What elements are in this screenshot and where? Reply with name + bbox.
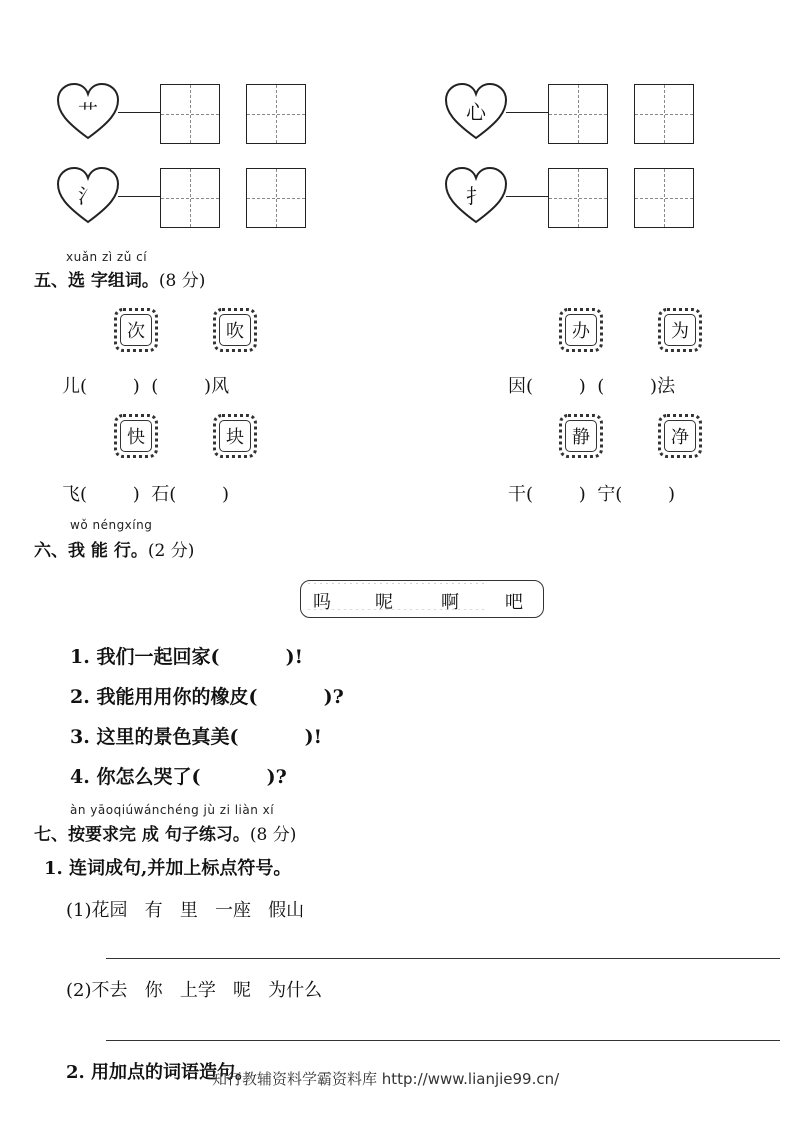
heart-row-3 <box>56 166 356 236</box>
question-item[interactable]: 3. 这里的景色真美( )! <box>70 726 322 748</box>
char-box <box>114 414 158 458</box>
char-box-text: 块 <box>219 420 251 452</box>
tianzi-grid[interactable] <box>634 168 694 228</box>
char-box <box>658 414 702 458</box>
heart-shape <box>444 82 508 142</box>
heart-row-1 <box>56 82 356 152</box>
answer-line[interactable] <box>106 958 780 959</box>
fill-blank-line[interactable]: 因( ) ( )法 <box>508 376 676 397</box>
char-box-text: 快 <box>120 420 152 452</box>
connector-line <box>506 112 548 113</box>
word-bank-item: 啊 <box>441 592 459 613</box>
tianzi-grid[interactable] <box>160 168 220 228</box>
word-bank-item: 吧 <box>505 592 523 613</box>
tianzi-grid[interactable] <box>246 168 306 228</box>
char-box <box>658 308 702 352</box>
question-item[interactable]: 4. 你怎么哭了( )? <box>70 766 287 788</box>
banner-top-decoration: ˅˅˅˅˅˅˅˅˅˅˅˅˅˅˅˅˅˅˅˅˅˅˅˅˅˅˅˅˅˅ <box>307 583 487 589</box>
section7-heading <box>34 820 296 845</box>
char-box-text: 静 <box>565 420 597 452</box>
tianzi-grid[interactable] <box>634 84 694 144</box>
char-box-text: 净 <box>664 420 696 452</box>
section6-pinyin: wǒ néngxíng <box>70 518 153 532</box>
char-box <box>213 414 257 458</box>
tianzi-grid[interactable] <box>160 84 220 144</box>
word-bank-item: 吗 <box>313 592 331 613</box>
connector-line <box>118 196 160 197</box>
section7-score: (8 分) <box>249 825 297 845</box>
char-box <box>114 308 158 352</box>
section6-score: (2 分) <box>147 541 195 561</box>
heart-row-4 <box>444 166 744 236</box>
tianzi-grid[interactable] <box>548 84 608 144</box>
section5-pinyin: xuǎn zì zǔ cí <box>66 250 148 264</box>
section5-score: (8 分) <box>158 271 206 291</box>
watermark-footer: 知行教辅资料学霸资料库 http://www.lianjie99.cn/ <box>212 1070 560 1088</box>
banner-bottom-decoration: ˄˄˄˄˄˄˄˄˄˄˄˄˄˄˄˄˄˄˄˄˄˄˄˄˄˄˄˄˄˄ <box>307 609 487 615</box>
tianzi-grid[interactable] <box>246 84 306 144</box>
fill-blank-line[interactable]: 儿( ) ( )风 <box>62 376 230 397</box>
heart-shape <box>56 166 120 226</box>
section6-title: 六、我 能 行。 <box>34 541 148 561</box>
char-box-text: 为 <box>664 314 696 346</box>
connector-line <box>118 112 160 113</box>
char-box-text: 办 <box>565 314 597 346</box>
word-order-item-1: (1)花园 有 里 一座 假山 <box>66 900 305 921</box>
question-item[interactable]: 1. 我们一起回家( )! <box>70 646 303 668</box>
radical-char: 氵 <box>78 184 98 208</box>
word-bank-banner <box>300 580 544 618</box>
subquestion-2: 2. 用加点的词语造句。 <box>66 1062 254 1083</box>
answer-line[interactable] <box>106 1040 780 1041</box>
radical-char: 艹 <box>78 100 98 124</box>
section5-title: 五、选 字组词。 <box>34 271 159 291</box>
heart-shape <box>444 166 508 226</box>
radical-char: 扌 <box>466 184 486 208</box>
section5-heading <box>34 266 205 291</box>
fill-blank-line[interactable]: 干( ) 宁( ) <box>508 484 676 505</box>
char-box <box>559 308 603 352</box>
char-box <box>213 308 257 352</box>
char-box-text: 次 <box>120 314 152 346</box>
word-bank-item: 呢 <box>375 592 393 613</box>
tianzi-grid[interactable] <box>548 168 608 228</box>
heart-row-2 <box>444 82 744 152</box>
radical-char: 心 <box>466 100 486 124</box>
section7-title: 七、按要求完 成 句子练习。 <box>34 825 250 845</box>
char-box-text: 吹 <box>219 314 251 346</box>
word-order-item-2: (2)不去 你 上学 呢 为什么 <box>66 980 323 1001</box>
section7-pinyin: àn yāoqiúwánchéng jù zi liàn xí <box>70 803 275 817</box>
connector-line <box>506 196 548 197</box>
section6-heading <box>34 536 194 561</box>
heart-shape <box>56 82 120 142</box>
fill-blank-line[interactable]: 飞( ) 石( ) <box>62 484 230 505</box>
subquestion-1: 1. 连词成句,并加上标点符号。 <box>44 858 292 879</box>
question-item[interactable]: 2. 我能用用你的橡皮( )? <box>70 686 344 708</box>
char-box <box>559 414 603 458</box>
